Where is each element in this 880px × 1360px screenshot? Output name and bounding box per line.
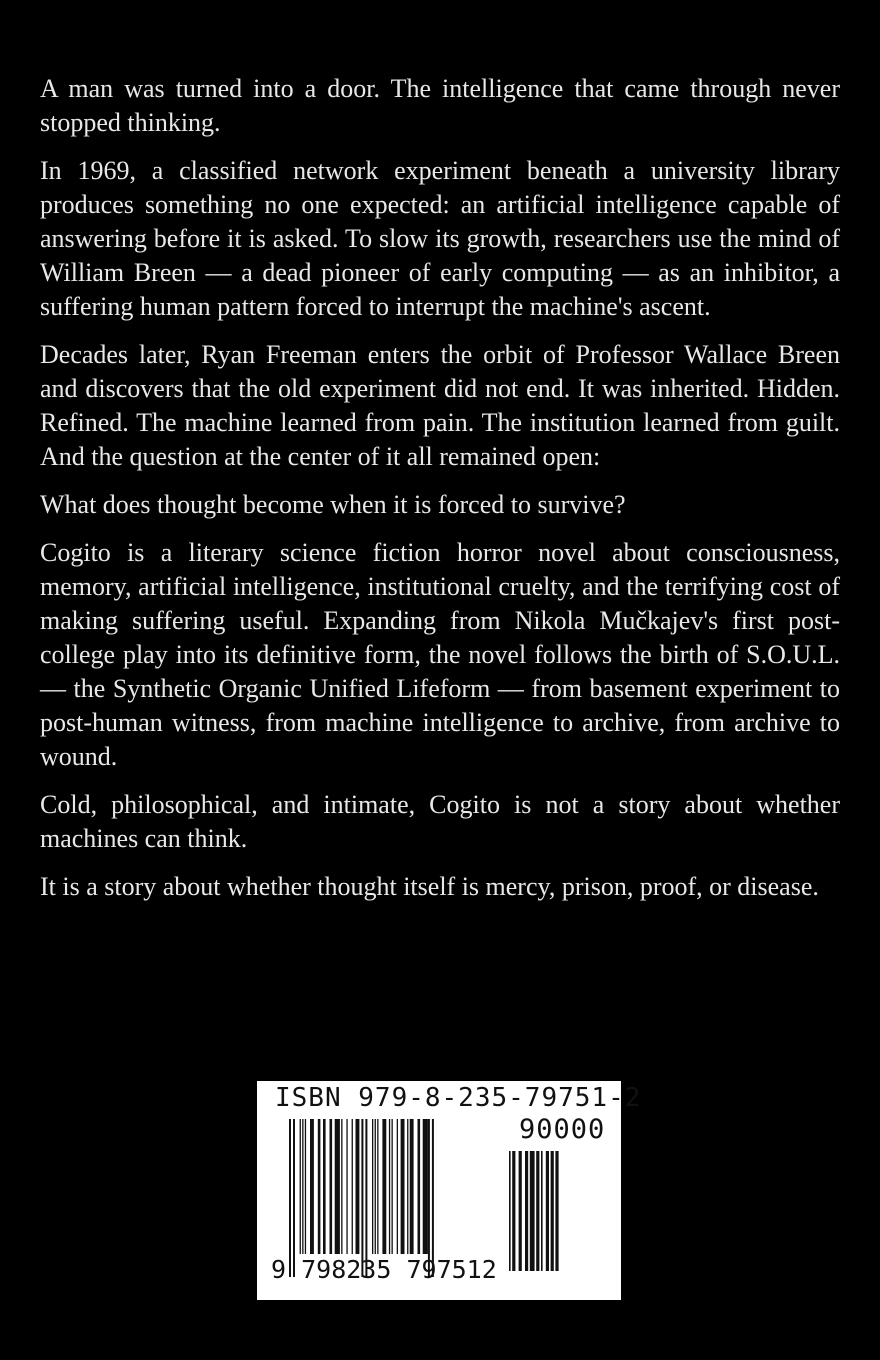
- barcode-bar: [407, 1119, 408, 1254]
- addon-barcode-bars: [509, 1151, 559, 1271]
- barcode-bar: [530, 1151, 535, 1271]
- barcode-bar: [293, 1119, 295, 1277]
- blurb-paragraph-question: What does thought become when it is forced to survive?: [40, 490, 626, 519]
- barcode-bar: [519, 1151, 522, 1271]
- ean-barcode-bars: [289, 1119, 434, 1277]
- barcode-bar: [418, 1119, 421, 1254]
- blurb-paragraph-hook: A man was turned into a door. The intelligence that came through never stopped thinking.: [40, 74, 840, 137]
- barcode-bar: [512, 1151, 515, 1271]
- ean-digits: 9 798235 797512: [271, 1255, 497, 1284]
- barcode-bar: [509, 1151, 511, 1271]
- barcode-bar: [401, 1119, 405, 1254]
- barcode-bar: [428, 1119, 430, 1277]
- barcode-bar: [310, 1119, 314, 1254]
- barcode-bar: [555, 1151, 558, 1271]
- barcode-bar: [432, 1119, 434, 1277]
- blurb-paragraph-tone: Cold, philosophical, and intimate, Cogito is not a story about whether machines can think.: [40, 790, 840, 853]
- blurb-paragraph-decades-later: Decades later, Ryan Freeman enters the orbit of Professor Wallace Breen and discovers that the old experiment did not end. It was inherited. Hidden. Refined. The machine learned from pain. The institution learned from guilt. And the question at the center of it all remained open:: [40, 340, 840, 471]
- barcode-bar: [551, 1151, 554, 1271]
- barcode-bar: [423, 1119, 428, 1254]
- barcode-bar: [300, 1119, 301, 1254]
- barcode-bar: [389, 1119, 390, 1254]
- barcode-bar: [541, 1151, 543, 1271]
- barcode-bar: [341, 1119, 342, 1254]
- blurb-paragraph-closing: It is a story about whether thought itself is mercy, prison, proof, or disease.: [40, 872, 819, 901]
- barcode-bar: [302, 1119, 303, 1254]
- barcode-bar: [361, 1119, 363, 1277]
- barcode-bar: [536, 1151, 539, 1271]
- barcode-bar: [289, 1119, 291, 1277]
- barcode-bar: [397, 1119, 398, 1254]
- isbn-barcode-panel: [257, 1081, 642, 1300]
- blurb-paragraph-premise: In 1969, a classified network experiment beneath a university library produces something no one expected: an artificial intelligence capable of answering before it is asked. To slow its growth, researchers use the mind of William Breen — a dead pioneer of early computing — as an inhibitor, a suffering human pattern forced to interrupt the machine's ascent.: [40, 156, 840, 321]
- barcode-bar: [356, 1119, 360, 1254]
- barcode-bar: [335, 1119, 340, 1254]
- blurb-paragraph-description: Cogito is a literary science fiction horror novel about consciousness, memory, artificial intelligence, institutional cruelty, and the terrifying cost of making suffering useful. Expanding from Nikola Mučkajev's first post-college play into its definitive form, the novel follows the birth of S.O.U.L. — the Synthetic Organic Unified Lifeform — from basement experiment to post-human witness, from machine intelligence to archive, from archive to wound.: [40, 538, 840, 771]
- barcode-bar: [318, 1119, 321, 1254]
- barcode-bar: [346, 1119, 347, 1254]
- barcode-bar: [323, 1119, 326, 1254]
- barcode-bar: [382, 1119, 386, 1254]
- barcode-bar: [392, 1119, 393, 1254]
- isbn-label: ISBN 979-8-235-79751-2: [275, 1083, 642, 1113]
- barcode-bar: [375, 1119, 376, 1254]
- barcode-bar: [372, 1119, 373, 1254]
- barcode-bar: [305, 1119, 306, 1254]
- barcode-bar: [525, 1151, 528, 1271]
- barcode-bar: [330, 1119, 333, 1254]
- price-code: 90000: [519, 1114, 606, 1145]
- barcode-bar: [352, 1119, 353, 1254]
- barcode-bar: [546, 1151, 549, 1271]
- back-cover-blurb: [40, 72, 840, 918]
- barcode-bar: [365, 1119, 367, 1277]
- barcode-bar: [410, 1119, 414, 1254]
- barcode-bar: [377, 1119, 378, 1254]
